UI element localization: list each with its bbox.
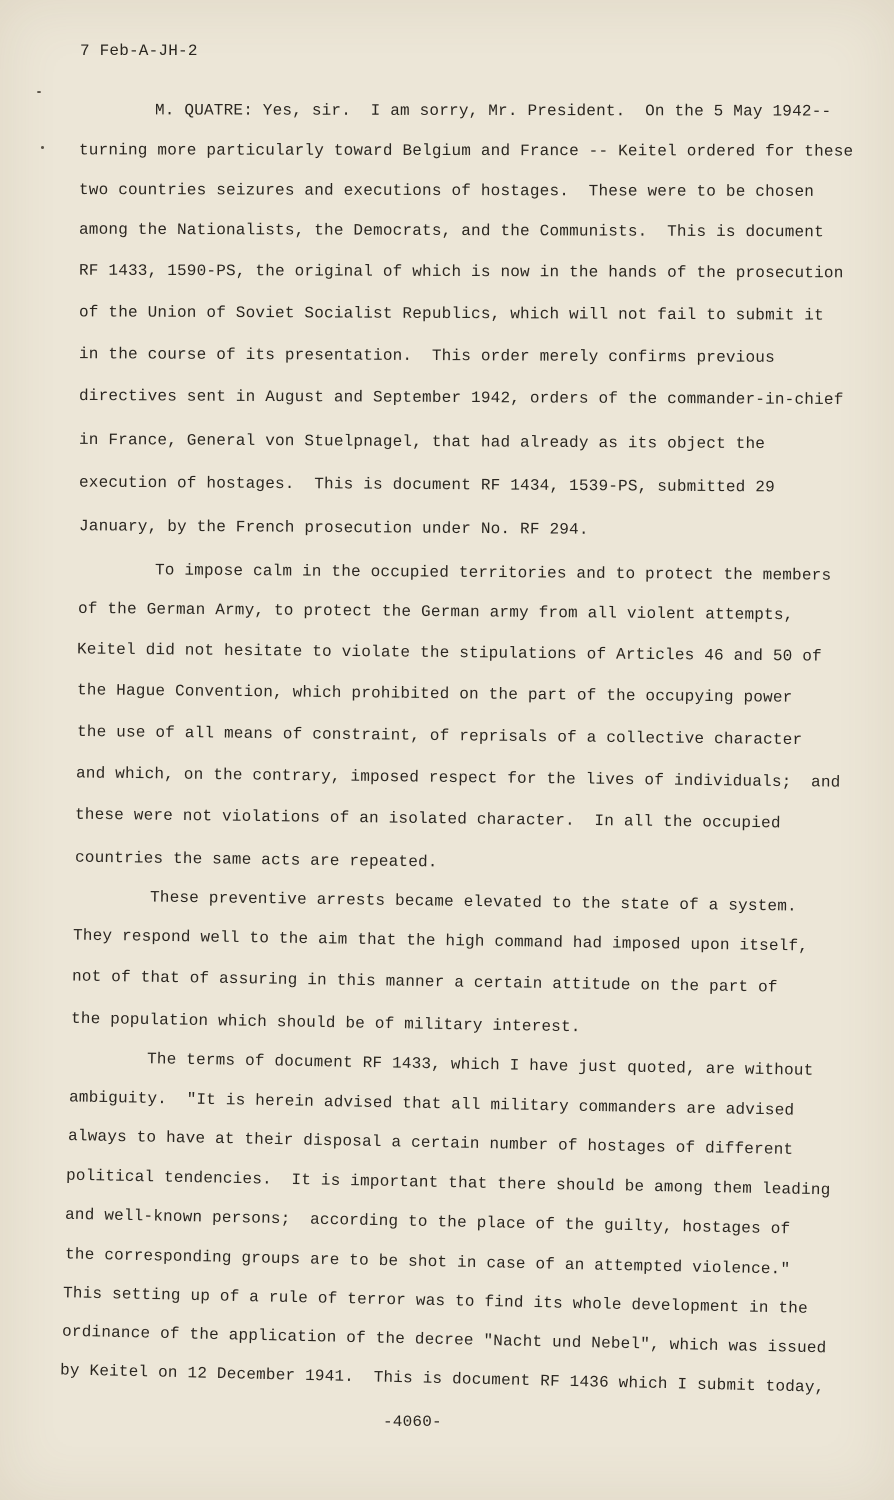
text-line: among the Nationalists, the Democrats, and the Communists. This is document [78,220,824,242]
text-line: the use of all means of constraint, of reprisals of a collective character [76,722,803,750]
text-line: the corresponding groups are to be shot in case of an attempted violence." [64,1245,791,1279]
page-identifier: 7 Feb-A-JH-2 [80,42,198,60]
text-line: directives sent in August and September 1942, orders of the commander-in-chief [78,386,844,410]
text-line: This setting up of a rule of terror was to find its whole development in the [62,1284,809,1318]
text-line: two countries seizures and executions of hostages. These were to be chosen [78,181,815,201]
text-line: They respond well to the aim that the high command had imposed upon itself, [72,926,809,956]
text-line: of the Union of Soviet Socialist Republics, which will not fail to submit it [78,303,824,325]
text-line: Keitel did not hesitate to violate the stipulations of Articles 46 and 50 of [76,640,822,666]
text-line: in France, General von Stuelpnagel, that had already as its object the [78,430,766,454]
page-number: -4060- [383,1413,442,1431]
text-line: and which, on the contrary, imposed respect for the lives of individuals; and [75,764,841,792]
text-line: ambiguity. "It is herein advised that all military commanders are advised [68,1088,795,1120]
text-line: countries the same acts are repeated. [74,848,438,872]
text-line: always to have at their disposal a certain number of hostages of different [67,1127,794,1159]
text-line: RF 1433, 1590-PS, the original of which is now in the hands of the prosecution [78,261,844,283]
text-line: turning more particularly toward Belgium and France -- Keitel ordered for these [78,141,854,161]
text-line: ordinance of the application of the decree "Nacht und Nebel", which was issued [61,1322,827,1358]
text-line: The terms of document RF 1433, which I have just quoted, are without [146,1050,814,1080]
text-line: the Hague Convention, which prohibited on the part of the occupying power [76,681,793,707]
text-line: the population which should be of military interest. [70,1009,581,1037]
text-line: M. QUATRE: Yes, sir. I am sorry, Mr. President. On the 5 May 1942-- [154,101,832,121]
text-line: these were not violations of an isolated character. In all the occupied [74,805,781,833]
text-line: January, by the French prosecution under No. RF 294. [78,517,589,539]
text-line: in the course of its presentation. This order merely confirms previous [78,345,775,367]
text-line: and well-known persons; according to the place of the guilty, hostages of [64,1205,791,1239]
text-line: execution of hostages. This is document RF 1434, 1539-PS, submitted 29 [78,473,775,497]
text-line: of the German Army, to protect the German army from all violent attempts, [77,599,794,625]
text-line: These preventive arrests became elevated to the state of a system. [149,888,798,916]
text-line: political tendencies. It is important that there should be among them leading [65,1166,831,1200]
text-line: To impose calm in the occupied territories and to protect the members [154,561,832,585]
text-line: by Keitel on 12 December 1941. This is document RF 1436 which I submit today, [59,1361,825,1397]
text-line: not of that of assuring in this manner a certain attitude on the part of [71,967,778,997]
